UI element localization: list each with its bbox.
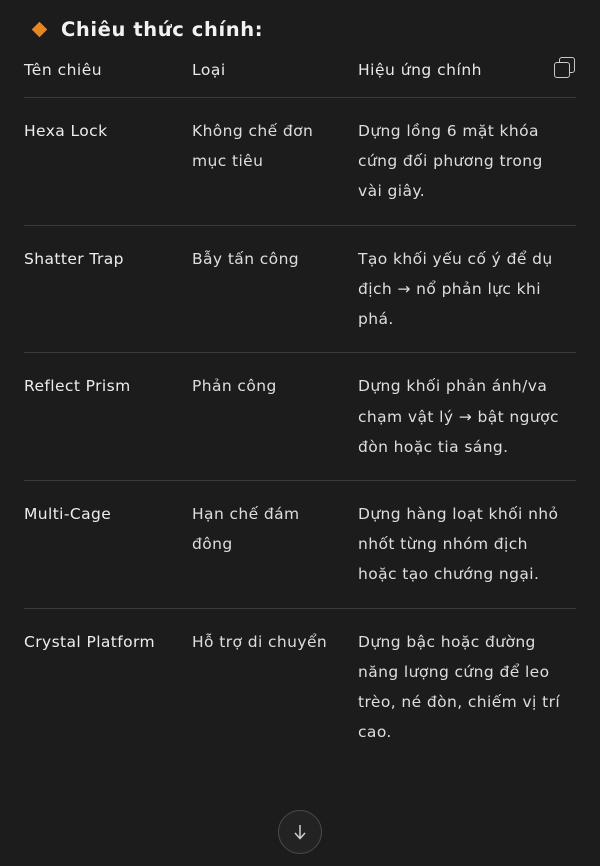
skill-effect: Dựng hàng loạt khối nhỏ nhốt từng nhóm địch hoặc tạo chướng ngại. (358, 480, 576, 608)
scroll-down-button[interactable] (278, 810, 322, 854)
skills-table (24, 55, 576, 766)
skill-type: Hạn chế đám đông (192, 480, 358, 608)
skill-effect: Tạo khối yếu cố ý để dụ địch → nổ phản lực khi phá. (358, 225, 576, 353)
table-header-row (24, 55, 576, 98)
column-header-effect (358, 55, 576, 98)
table-row (24, 608, 576, 765)
skill-type: Bẫy tấn công (192, 225, 358, 353)
section-heading (24, 0, 576, 55)
skill-name: Crystal Platform (24, 632, 156, 651)
skill-name: Shatter Trap (24, 225, 192, 353)
table-row (24, 225, 576, 353)
copy-icon[interactable] (554, 57, 576, 79)
column-header-effect-label: Hiệu ứng chính (358, 61, 482, 79)
arrow-down-icon (290, 822, 310, 842)
skill-effect: Dựng bậc hoặc đường năng lượng cứng để leo trèo, né đòn, chiếm vị trí cao. (358, 632, 561, 742)
column-header-type: Loại (192, 55, 358, 98)
skill-effect: Dựng lồng 6 mặt khóa cứng đối phương trong vài giây. (358, 98, 576, 226)
skill-type: Hỗ trợ di chuyển (192, 632, 328, 651)
skill-effect: Dựng khối phản ánh/va chạm vật lý → bật ngược đòn hoặc tia sáng. (358, 353, 576, 481)
skill-type: Không chế đơn mục tiêu (192, 98, 358, 226)
skill-type: Phản công (192, 353, 358, 481)
skill-name: Hexa Lock (24, 98, 192, 226)
skill-name: Multi-Cage (24, 480, 192, 608)
column-header-name: Tên chiêu (24, 55, 192, 98)
table-row (24, 480, 576, 608)
table-row (24, 353, 576, 481)
section-heading-label: Chiêu thức chính: (61, 18, 264, 41)
skill-name: Reflect Prism (24, 353, 192, 481)
diamond-icon (32, 22, 48, 38)
table-row (24, 98, 576, 226)
